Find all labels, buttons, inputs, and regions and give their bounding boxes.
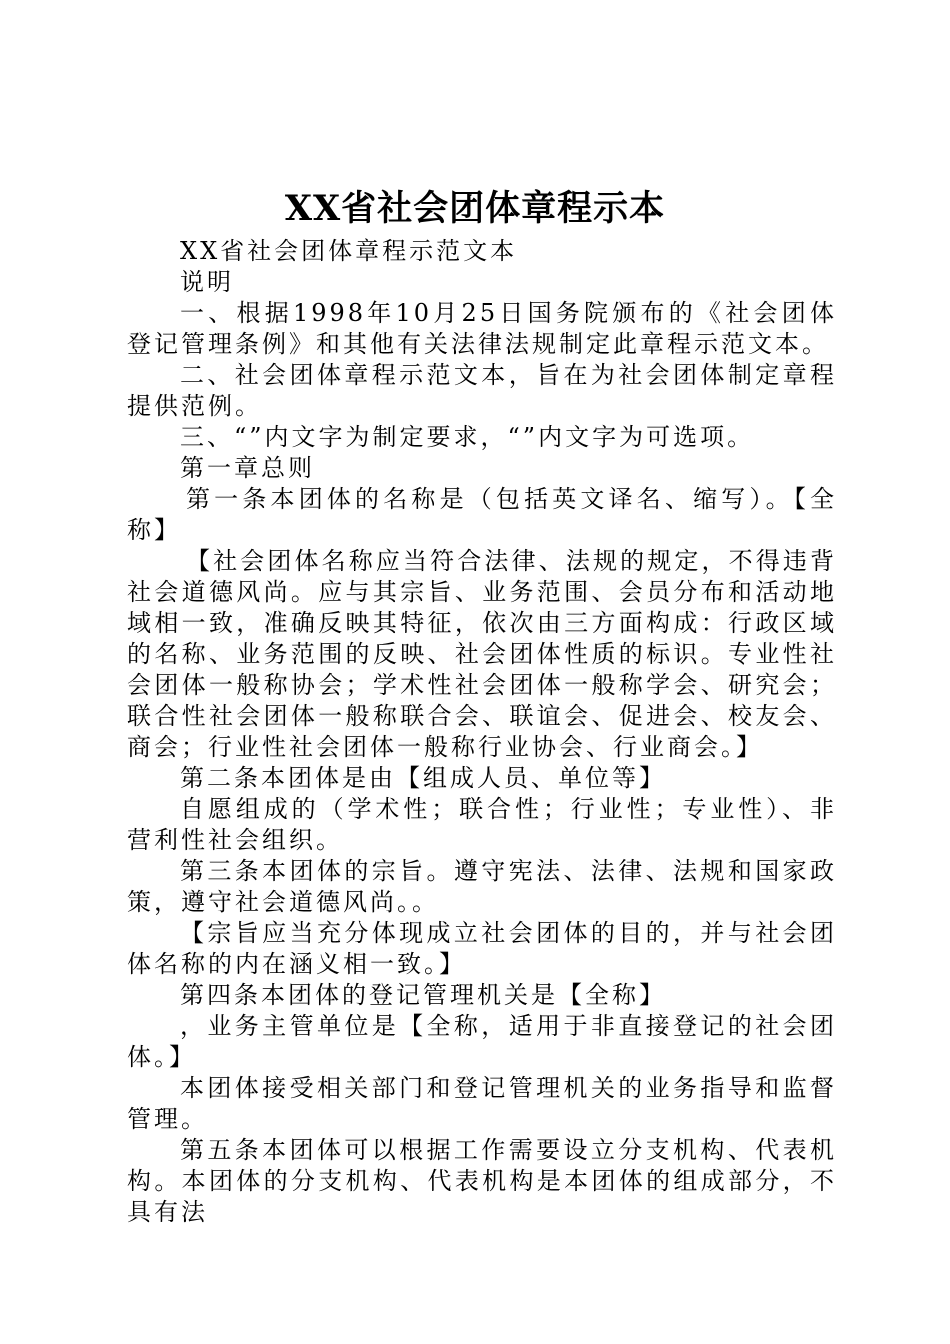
article-4-supervision: 本团体接受相关部门和登记管理机关的业务指导和监督管理。 [127,1074,837,1133]
article-3: 第三条本团体的宗旨。遵守宪法、法律、法规和国家政策，遵守社会道德风尚。。 [127,857,837,916]
chapter-heading: 第一章总则 [180,454,315,482]
explanation-item-3: 三、“”内文字为制定要求，“”内文字为可选项。 [180,423,755,451]
article-3-note: 【宗旨应当充分体现成立社会团体的目的，并与社会团体名称的内在涵义相一致。】 [127,919,837,978]
article-1: 第一条本团体的名称是（包括英文译名、缩写）。【全称】 [127,485,837,544]
explanation-heading: 说明 [180,268,234,296]
document-title: XX省社会团体章程示本 [284,188,666,229]
document-body [127,236,837,1228]
article-2-continued: 自愿组成的（学术性；联合性；行业性；专业性）、非营利性社会组织。 [127,795,837,854]
article-2: 第二条本团体是由【组成人员、单位等】 [180,764,666,792]
article-4: 第四条本团体的登记管理机关是【全称】 [180,981,666,1009]
subtitle-paragraph: XX省社会团体章程示范文本 [180,237,518,265]
article-4-continued: ，业务主管单位是【全称，适用于非直接登记的社会团体。】 [127,1012,837,1071]
article-1-note: 【社会团体名称应当符合法律、法规的规定，不得违背社会道德风尚。应与其宗旨、业务范围、会员分布和活动地域相一致，准确反映其特征，依次由三方面构成：行政区域的名称、业务范围的反映、社会团体性质的标识。专业性社会团体一般称协会；学术性社会团体一般称学会、研究会；联合性社会团体一般称联合会、联谊会、促进会、校友会、商会；行业性社会团体一般称行业协会、行业商会。】 [127,547,837,761]
explanation-item-1: 一、根据1998年10月25日国务院颁布的《社会团体登记管理条例》和其他有关法律法规制定此章程示范文本。 [127,299,837,358]
article-5: 第五条本团体可以根据工作需要设立分支机构、代表机构。本团体的分支机构、代表机构是本团体的组成部分，不具有法 [127,1136,837,1226]
explanation-item-2: 二、社会团体章程示范文本，旨在为社会团体制定章程提供范例。 [127,361,837,420]
